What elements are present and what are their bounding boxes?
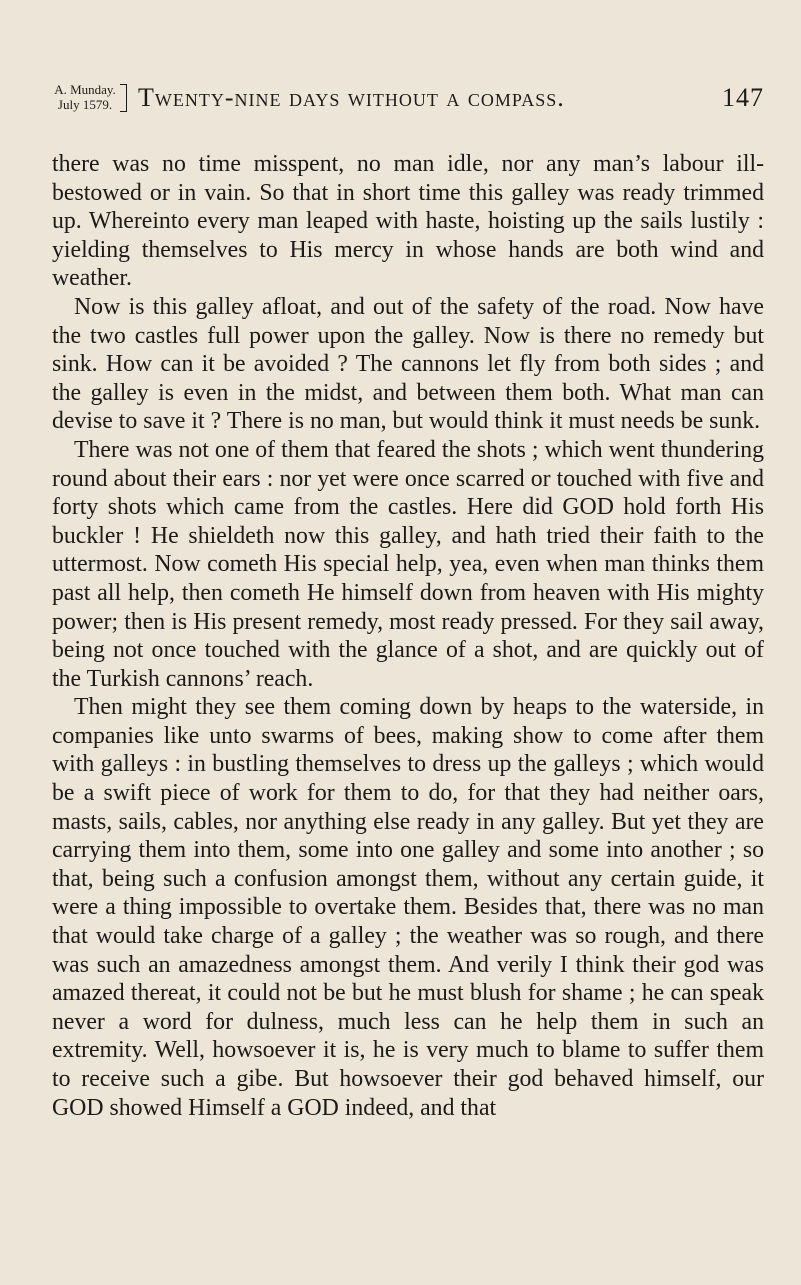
- running-head: [52, 82, 764, 126]
- paragraph: Then might they see them coming down by heaps to the waterside, in companies like unto swarms of bees, making show to come after them with galleys : in bustling themselves to dress up the galleys ; which would be a swift piece of work for them to do, for that they had neither oars, masts, sails, cables, nor anything else ready in any galley. But yet they are carrying them into them, some into one galley and some into another ; so that, being such a confusion amongst them, without any certain guide, it were a thing impossible to overtake them. Besides that, there was no man that would take charge of a galley ; the weather was so rough, and there was such an amazedness amongst them. And verily I think their god was amazed thereat, it could not be but he must blush for shame ; he can speak never a word for dulness, much less can he help them in such an extremity. Well, howsoever it is, he is very much to blame to suffer them to receive such a gibe. But howsoever their god behaved himself, our GOD showed Himself a GOD indeed, and that: [52, 694, 764, 1121]
- paragraph: there was no time misspent, no man idle, nor any man’s labour ill-bestowed or in vain. So that in short time this galley was ready trimmed up. Whereinto every man leaped with haste, hoisting up the sails lustily : yielding themselves to His mercy in whose hands are both wind and weather.: [52, 151, 764, 292]
- paragraph: There was not one of them that feared the shots ; which went thundering round about their ears : nor yet were once scarred or touched with five and forty shots which came from the castles. Here did GOD hold forth His buckler ! He shieldeth now this galley, and hath tried their faith to the uttermost. Now cometh His special help, yea, even when man thinks them past all help, then cometh He himself down from heaven with His mighty power; then is His present remedy, most ready pressed. For they sail away, being not once touched with the glance of a shot, and are quickly out of the Turkish cannons’ reach.: [52, 436, 764, 692]
- page-number: 147: [722, 83, 764, 112]
- side-note-date: July 1579.: [57, 97, 113, 112]
- side-note: [52, 82, 118, 112]
- side-note-bracket: [120, 84, 127, 112]
- paragraph: Now is this galley afloat, and out of the safety of the road. Now have the two castles full power upon the galley. Now is there no remedy but sink. How can it be avoided ? The cannons let fly from both sides ; and the galley is even in the midst, and between them both. What man can devise to save it ? There is no man, but would think it must needs be sunk.: [52, 293, 764, 435]
- page-title: Twenty-nine days without a compass.: [138, 83, 565, 112]
- body-text: [52, 150, 764, 1122]
- side-note-author: A. Munday.: [54, 82, 116, 97]
